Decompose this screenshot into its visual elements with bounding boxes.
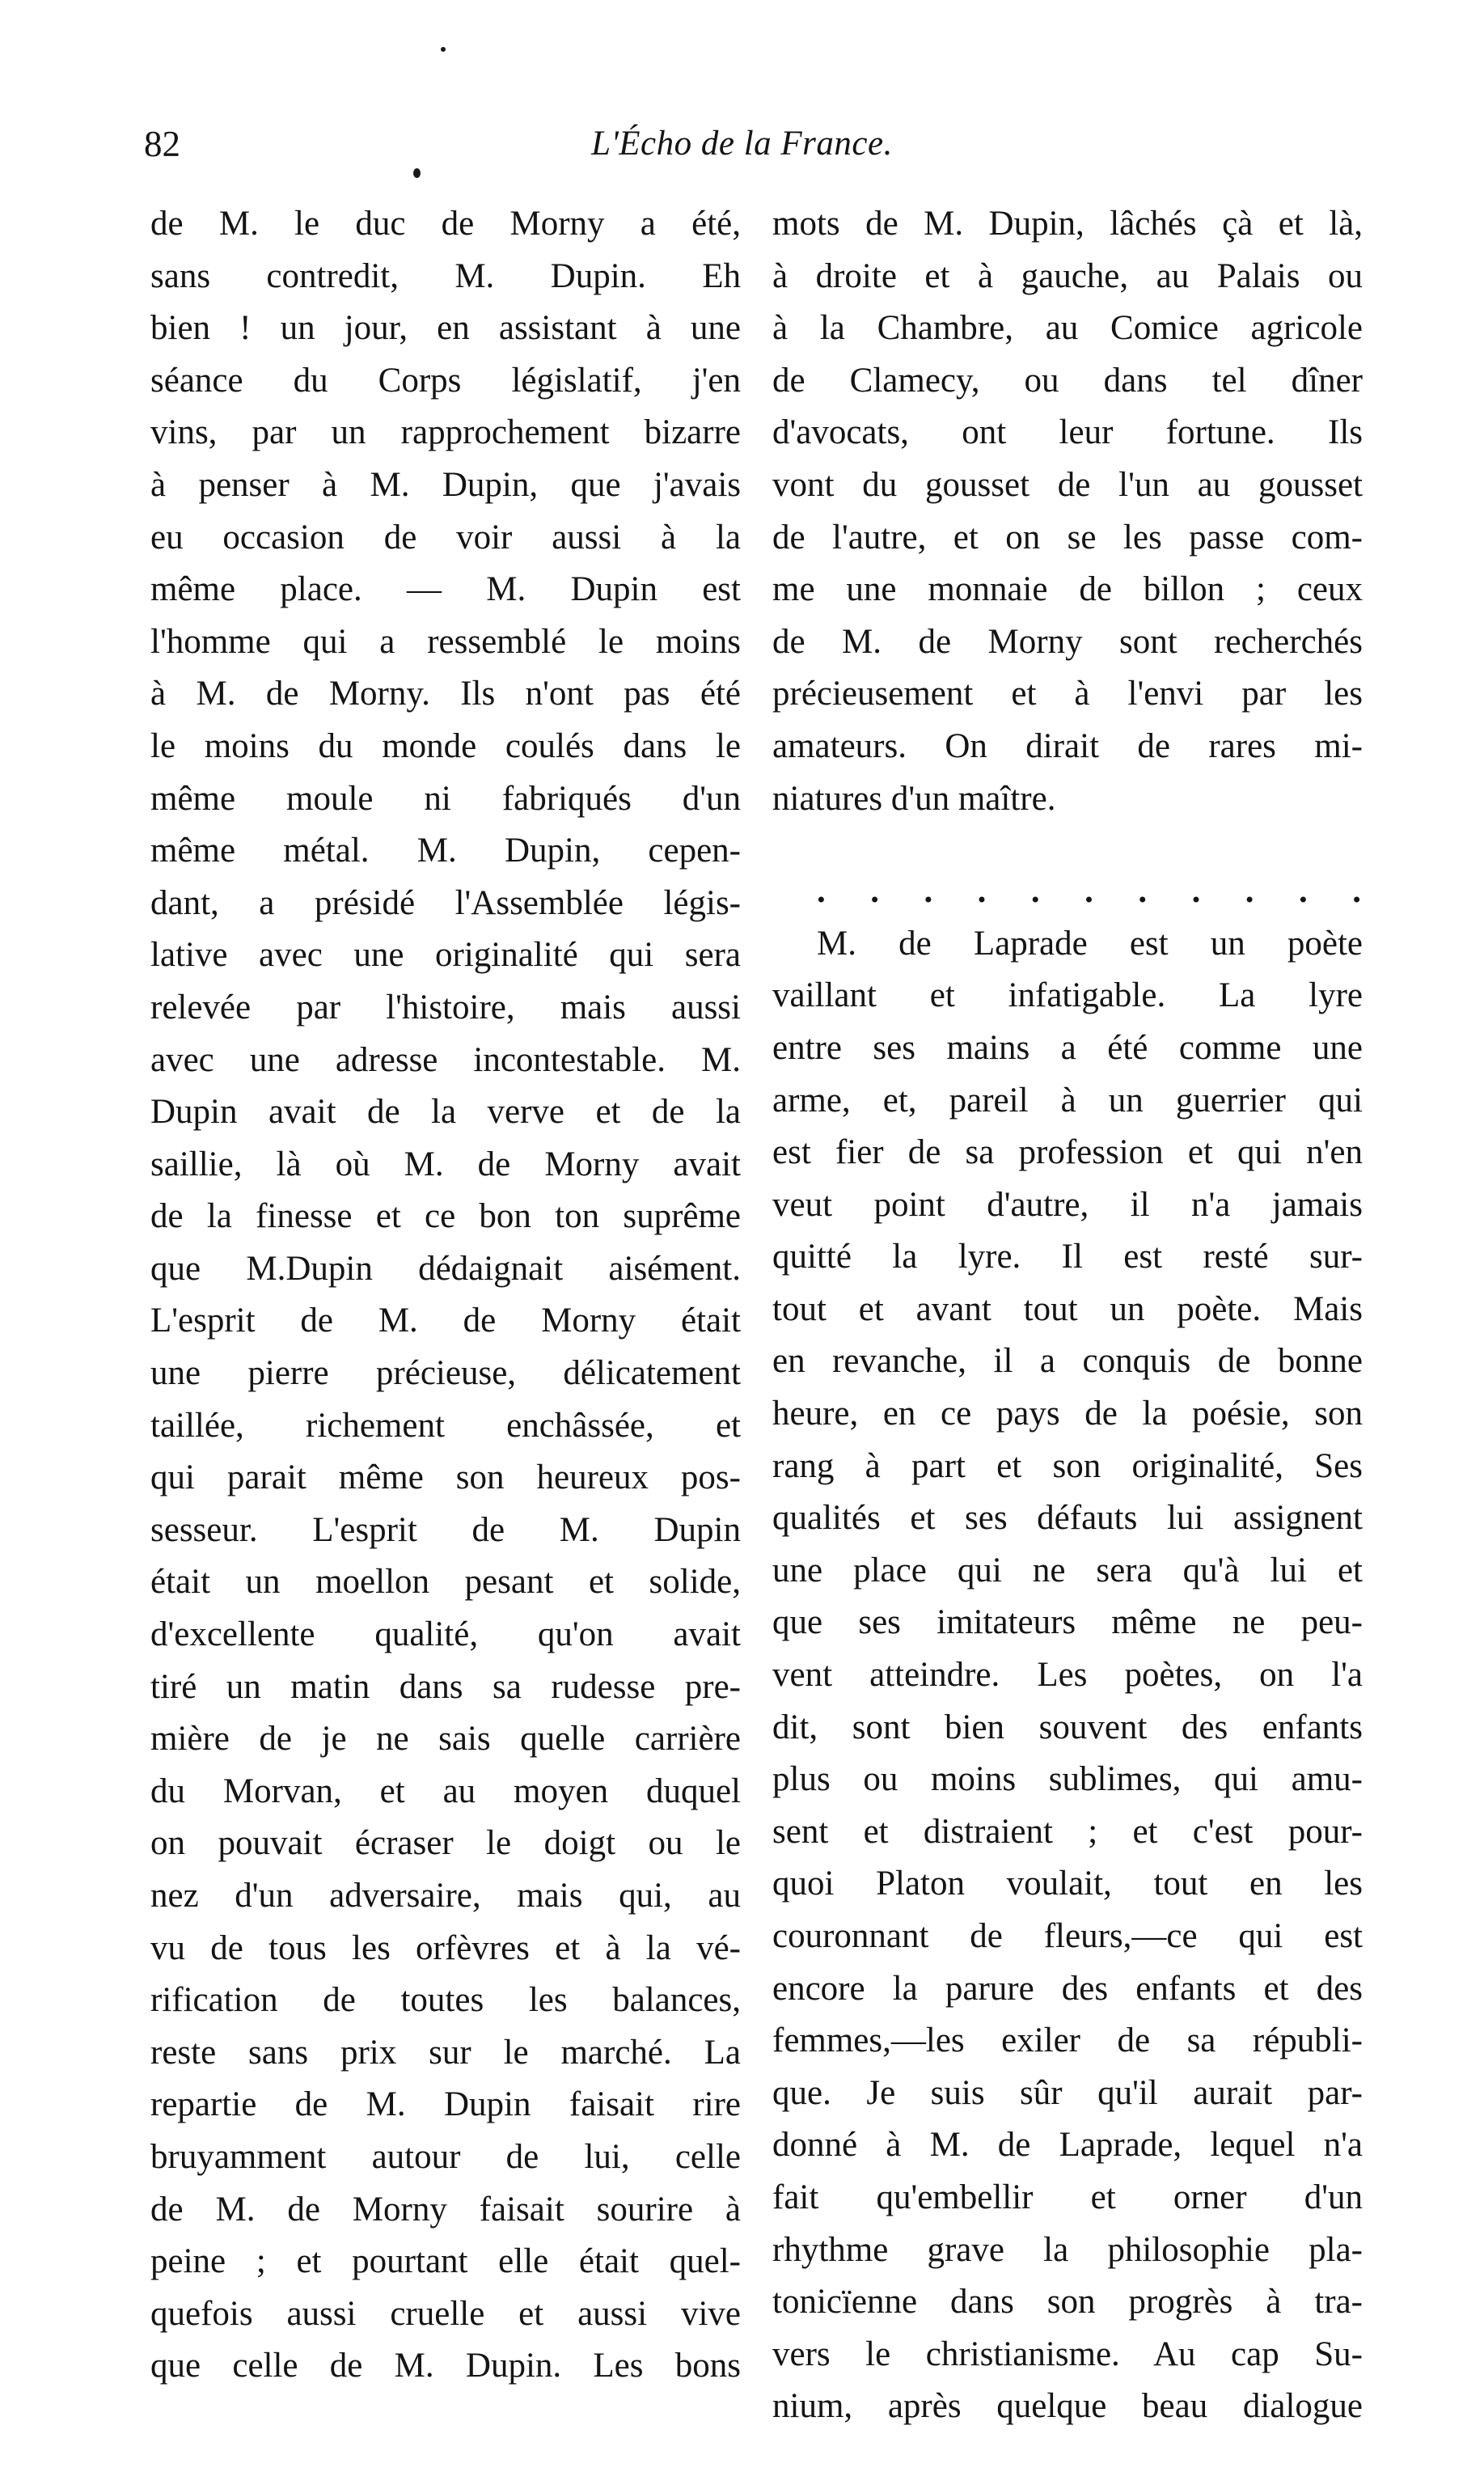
text-line: d'excellente qualité, qu'on avait	[150, 1615, 741, 1654]
text-line: fait qu'embellir et orner d'un	[772, 2178, 1363, 2216]
text-line: de l'autre, et on se les passe com-	[772, 518, 1363, 557]
text-line: me une monnaie de billon ; ceux	[772, 570, 1363, 609]
text-line: vers le christianisme. Au cap Su-	[772, 2334, 1363, 2373]
text-line: nez d'un adversaire, mais qui, au	[150, 1877, 741, 1915]
section-gap	[772, 825, 1363, 866]
text-line: de M. de Morny sont recherchés	[772, 622, 1363, 661]
text-line: peine ; et pourtant elle était quel-	[150, 2242, 741, 2281]
text-line: rang à part et son originalité, Ses	[772, 1446, 1363, 1485]
right-column-bottom-paragraph	[772, 918, 1363, 2433]
text-line: en revanche, il a conquis de bonne	[772, 1342, 1363, 1381]
text-line: eu occasion de voir aussi à la	[150, 518, 741, 557]
text-line: bruyamment autour de lui, celle	[150, 2137, 741, 2176]
text-line: de M. de Morny faisait sourire à	[150, 2190, 741, 2229]
text-line: niatures d'un maître.	[772, 779, 1056, 818]
text-line: de Clamecy, ou dans tel dîner	[772, 361, 1363, 400]
section-separator-dots: . . . . . . . . . . .	[817, 872, 1363, 911]
text-line: quoi Platon voulait, tout en les	[772, 1865, 1363, 1903]
text-line: encore la parure des enfants et des	[772, 1969, 1363, 2008]
text-line: avec une adresse incontestable. M.	[150, 1040, 741, 1079]
text-line: tiré un matin dans sa rudesse pre-	[150, 1667, 741, 1706]
text-line: même métal. M. Dupin, cepen-	[150, 832, 741, 870]
text-line: veut point d'autre, il n'a jamais	[772, 1185, 1363, 1224]
text-line: saillie, là où M. de Morny avait	[150, 1145, 741, 1183]
text-line: est fier de sa profession et qui n'en	[772, 1133, 1363, 1172]
text-line: une place qui ne sera qu'à lui et	[772, 1551, 1363, 1589]
right-column-top-paragraph	[772, 198, 1363, 825]
ink-speck-top	[441, 47, 446, 52]
text-line: repartie de M. Dupin faisait rire	[150, 2085, 741, 2124]
text-line: de M. le duc de Morny a été,	[150, 205, 741, 243]
text-line: femmes,—les exiler de sa républi-	[772, 2021, 1363, 2060]
text-line: plus ou moins sublimes, qui amu-	[772, 1760, 1363, 1799]
text-line: on pouvait écraser le doigt ou le	[150, 1824, 741, 1863]
text-line: tonicïenne dans son progrès à tra-	[772, 2283, 1363, 2322]
text-line: amateurs. On dirait de rares mi-	[772, 726, 1363, 765]
text-line: heure, en ce pays de la poésie, son	[772, 1395, 1363, 1433]
text-line: vu de tous les orfèvres et à la vé-	[150, 1928, 741, 1967]
text-line: de la finesse et ce bon ton suprême	[150, 1197, 741, 1236]
text-line: entre ses mains a été comme une	[772, 1028, 1363, 1067]
text-line: était un moellon pesant et solide,	[150, 1563, 741, 1602]
text-line: L'esprit de M. de Morny était	[150, 1302, 741, 1340]
text-line: donné à M. de Laprade, lequel n'a	[772, 2126, 1363, 2165]
page-header	[0, 120, 1484, 176]
text-line: du Morvan, et au moyen duquel	[150, 1772, 741, 1810]
text-line: vaillant et infatigable. La lyre	[772, 976, 1363, 1015]
text-line: l'homme qui a ressemblé le moins	[150, 622, 741, 661]
text-line: que. Je suis sûr qu'il aurait par-	[772, 2073, 1363, 2112]
text-line: rification de toutes les balances,	[150, 1981, 741, 2020]
text-line: qui parait même son heureux pos-	[150, 1458, 741, 1497]
text-line: taillée, richement enchâssée, et	[150, 1406, 741, 1445]
text-line: vins, par un rapprochement bizarre	[150, 413, 741, 452]
text-line: même place. — M. Dupin est	[150, 570, 741, 609]
text-line: à penser à M. Dupin, que j'avais	[150, 465, 741, 504]
text-line: à la Chambre, au Comice agricole	[772, 309, 1363, 348]
text-line: que ses imitateurs même ne peu-	[772, 1603, 1363, 1642]
text-line: reste sans prix sur le marché. La	[150, 2033, 741, 2072]
text-line: d'avocats, ont leur fortune. Ils	[772, 413, 1363, 452]
text-line: que celle de M. Dupin. Les bons	[150, 2347, 741, 2385]
text-line: même moule ni fabriqués d'un	[150, 779, 741, 818]
text-line: vent atteindre. Les poètes, on l'a	[772, 1656, 1363, 1695]
text-line: mière de je ne sais quelle carrière	[150, 1720, 741, 1759]
text-line: dit, sont bien souvent des enfants	[772, 1708, 1363, 1746]
text-line: nium, après quelque beau dialogue	[772, 2387, 1363, 2426]
right-column	[772, 198, 1363, 2433]
text-line: séance du Corps législatif, j'en	[150, 361, 741, 400]
text-line: sent et distraient ; et c'est pour-	[772, 1812, 1363, 1851]
text-line: quefois aussi cruelle et aussi vive	[150, 2294, 741, 2333]
text-line: sans contredit, M. Dupin. Eh	[150, 256, 741, 295]
text-line: qualités et ses défauts lui assignent	[772, 1499, 1363, 1538]
running-title: L'Écho de la France.	[591, 125, 893, 163]
text-line: vont du gousset de l'un au gousset	[772, 465, 1363, 504]
page-number: 82	[144, 124, 180, 164]
text-line: à M. de Morny. Ils n'ont pas été	[150, 675, 741, 713]
text-line: couronnant de fleurs,—ce qui est	[772, 1917, 1363, 1955]
text-line: arme, et, pareil à un guerrier qui	[772, 1081, 1363, 1120]
text-line: bien ! un jour, en assistant à une	[150, 309, 741, 348]
text-line: lative avec une originalité qui sera	[150, 936, 741, 975]
text-line: précieusement et à l'envi par les	[772, 675, 1363, 713]
text-line: le moins du monde coulés dans le	[150, 726, 741, 765]
left-column	[150, 198, 741, 2393]
text-line: M. de Laprade est un poète	[817, 924, 1363, 963]
text-line: relevée par l'histoire, mais aussi	[150, 988, 741, 1027]
text-line: quitté la lyre. Il est resté sur-	[772, 1238, 1363, 1276]
text-line: tout et avant tout un poète. Mais	[772, 1289, 1363, 1328]
text-line: rhythme grave la philosophie pla-	[772, 2230, 1363, 2269]
text-line: une pierre précieuse, délicatement	[150, 1354, 741, 1393]
text-line: dant, a présidé l'Assemblée légis-	[150, 883, 741, 922]
text-line: que M.Dupin dédaignait aisément.	[150, 1249, 741, 1288]
text-line: Dupin avait de la verve et de la	[150, 1093, 741, 1132]
text-line: à droite et à gauche, au Palais ou	[772, 256, 1363, 295]
text-line: mots de M. Dupin, lâchés çà et là,	[772, 205, 1363, 243]
text-line: sesseur. L'esprit de M. Dupin	[150, 1510, 741, 1549]
